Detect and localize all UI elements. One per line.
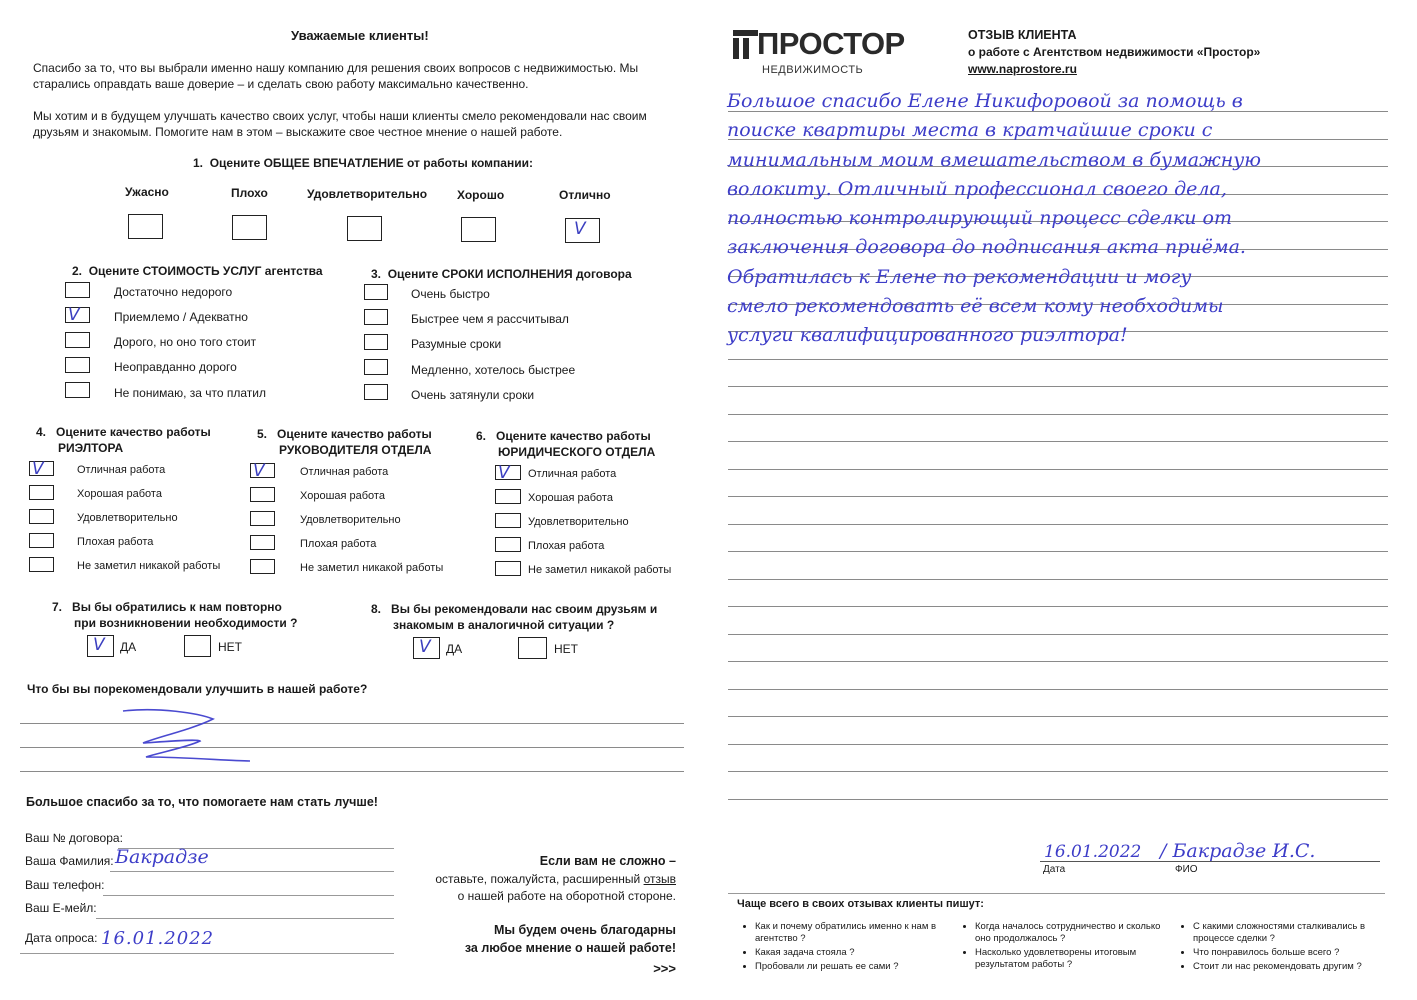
divider: [728, 893, 1385, 894]
q2-checkbox[interactable]: [65, 282, 90, 298]
q4-title: 4. Оцените качество работы РИЭЛТОРА: [36, 425, 211, 455]
q2-checkbox[interactable]: V: [65, 307, 90, 323]
cta-line-3: о нашей работе на оборотной стороне.: [457, 889, 676, 903]
q5-checkbox[interactable]: V: [250, 463, 275, 478]
contract-label: Ваш № договора:: [25, 831, 123, 845]
q2-checkbox[interactable]: [65, 382, 90, 398]
date-field[interactable]: [20, 953, 394, 954]
q7-yes-checkbox[interactable]: V: [87, 635, 114, 657]
q7-yes-label: ДА: [120, 640, 137, 654]
q8-no-checkbox[interactable]: [518, 637, 547, 659]
cta-line-5: за любое мнение о нашей работе!: [464, 941, 676, 955]
q4-checkbox[interactable]: [29, 557, 54, 572]
fio-value: / Бакрадзе И.С.: [1160, 840, 1316, 862]
q6-checkbox[interactable]: [495, 537, 521, 552]
writing-line: [728, 661, 1388, 662]
review-date-value: 16.01.2022: [1044, 842, 1142, 862]
tip-item: • Что понравилось больше всего ?: [1193, 947, 1393, 959]
q4-option: Плохая работа: [77, 536, 154, 548]
review-title: ОТЗЫВ КЛИЕНТА: [968, 28, 1077, 42]
q5-option: Удовлетворительно: [300, 514, 401, 526]
q3-checkbox[interactable]: [364, 384, 388, 400]
dash-scribble-icon: [118, 705, 258, 767]
q1-checkbox[interactable]: [232, 215, 267, 240]
q1-checkbox[interactable]: [347, 216, 382, 241]
q6-option: Отличная работа: [528, 468, 617, 480]
review-line: минимальным моим вмешательством в бумажную: [727, 148, 1261, 171]
q3-title: 3. Оцените СРОКИ ИСПОЛНЕНИЯ договора: [371, 267, 632, 281]
writing-line: [728, 799, 1388, 800]
tip-item: • Как и почему обратились именно к нам в агентство ?: [755, 921, 955, 945]
q5-checkbox[interactable]: [250, 535, 275, 550]
greeting: Уважаемые клиенты!: [291, 28, 429, 43]
q6-option: Удовлетворительно: [528, 516, 629, 528]
writing-line: [728, 386, 1388, 387]
surname-field[interactable]: [110, 871, 394, 872]
tips-column-3: [1175, 921, 1393, 975]
q7-title: 7. Вы бы обратились к нам повторно при возникновении необходимости ?: [52, 600, 298, 630]
q2-title: 2. Оцените СТОИМОСТЬ УСЛУГ агентства: [72, 264, 323, 278]
q2-checkbox[interactable]: [65, 357, 90, 373]
q6-checkbox[interactable]: [495, 561, 521, 576]
tips-column-2: [957, 921, 1175, 973]
surname-label: Ваша Фамилия:: [25, 854, 114, 868]
surname-value: Бакрадзе: [115, 846, 209, 868]
q6-option: Плохая работа: [528, 540, 605, 552]
date-label: Дата опроса:: [25, 931, 98, 945]
tip-item: • Когда началось сотрудничество и сколько оно продолжалось ?: [975, 921, 1175, 945]
review-text: [727, 87, 1261, 351]
q3-option: Медленно, хотелось быстрее: [411, 363, 576, 377]
q8-yes-label: ДА: [446, 642, 463, 656]
review-line: заключения договора до подписания акта приёма.: [727, 236, 1246, 259]
q1-checkbox[interactable]: [461, 217, 496, 242]
q5-option: Не заметил никакой работы: [300, 562, 444, 574]
q7-no-label: НЕТ: [218, 640, 242, 654]
writing-line: [728, 496, 1388, 497]
next-page-arrows: >>>: [653, 961, 676, 976]
review-line: поиске квартиры места в кратчайшие сроки с: [727, 119, 1213, 142]
tips-title: Чаще всего в своих отзывах клиенты пишут:: [737, 898, 984, 910]
q3-option: Очень затянули сроки: [411, 388, 535, 402]
q4-checkbox[interactable]: [29, 533, 54, 548]
signature-line[interactable]: [1040, 861, 1380, 862]
q2-checkbox[interactable]: [65, 332, 90, 348]
writing-line: [728, 744, 1388, 745]
q6-checkbox[interactable]: [495, 489, 521, 504]
q1-checkbox-excellent[interactable]: V: [565, 218, 600, 243]
q5-checkbox[interactable]: [250, 487, 275, 502]
review-link[interactable]: отзыв: [643, 872, 676, 886]
q8-title: 8. Вы бы рекомендовали нас своим друзьям и знакомым в аналогичной ситуации ?: [371, 602, 658, 632]
date-caption: Дата: [1043, 864, 1066, 875]
tip-item: • Стоит ли нас рекомендовать другим ?: [1193, 961, 1393, 973]
writing-line: [728, 771, 1388, 772]
email-field[interactable]: [96, 918, 394, 919]
q3-option: Очень быстро: [411, 287, 490, 301]
q2-option: Неоправданно дорого: [114, 360, 237, 374]
q3-option: Быстрее чем я рассчитывал: [411, 312, 569, 326]
survey-date-value: 16.01.2022: [101, 928, 215, 949]
q4-checkbox[interactable]: [29, 509, 54, 524]
q5-option: Хорошая работа: [300, 490, 385, 502]
writing-line: [728, 441, 1388, 442]
q1-option-label: Ужасно: [125, 185, 169, 199]
phone-label: Ваш телефон:: [25, 878, 105, 892]
q1-option-label: Отлично: [559, 188, 611, 202]
q3-checkbox[interactable]: [364, 334, 388, 350]
answer-line: [20, 771, 684, 772]
cta-line-2: оставьте, пожалуйста, расширенный отзыв: [435, 872, 676, 886]
q2-option: Приемлемо / Адекватно: [114, 310, 248, 324]
q3-checkbox[interactable]: [364, 359, 388, 375]
review-line: Обратилась к Елене по рекомендации и могу: [727, 265, 1192, 288]
q1-title: 1. Оцените ОБЩЕЕ ВПЕЧАТЛЕНИЕ от работы компании:: [193, 156, 533, 170]
q6-title: 6. Оцените качество работы ЮРИДИЧЕСКОГО ОТДЕЛА: [476, 429, 656, 459]
q6-checkbox[interactable]: [495, 513, 521, 528]
q8-yes-checkbox[interactable]: V: [413, 637, 440, 659]
thanks-heading: Большое спасибо за то, что помогаете нам стать лучше!: [26, 795, 378, 809]
tip-item: • Какая задача стояла ?: [755, 947, 955, 959]
q4-checkbox[interactable]: V: [29, 461, 54, 476]
q1-option-label: Хорошо: [457, 188, 505, 202]
writing-line: [728, 414, 1388, 415]
writing-line: [728, 469, 1388, 470]
q2-option: Достаточно недорого: [114, 285, 233, 299]
q6-option: Не заметил никакой работы: [528, 564, 672, 576]
intro-paragraph-1: Спасибо за то, что вы выбрали именно нашу компанию для решения своих вопросов с недвижимостью. Мы старались оправдать ваше доверие – и сделать свою работу максимально качественно.: [33, 61, 639, 91]
q1-option-label: Плохо: [231, 186, 268, 200]
email-label: Ваш E-мейл:: [25, 901, 97, 915]
q5-checkbox[interactable]: [250, 559, 275, 574]
q2-option: Дорого, но оно того стоит: [114, 335, 257, 349]
q4-option: Не заметил никакой работы: [77, 560, 221, 572]
tip-item: • Насколько удовлетворены итоговым результатом работы ?: [975, 947, 1175, 971]
tips-column-1: [737, 921, 955, 975]
q5-checkbox[interactable]: [250, 511, 275, 526]
writing-line: [728, 689, 1388, 690]
review-line: Большое спасибо Елене Никифоровой за помощь в: [727, 90, 1243, 112]
q8-no-label: НЕТ: [554, 642, 578, 656]
logo-wordmark: ПРОСТОР: [757, 26, 905, 61]
q6-checkbox[interactable]: V: [495, 465, 521, 480]
writing-line: [728, 606, 1388, 607]
writing-line: [728, 359, 1388, 360]
phone-field[interactable]: [103, 895, 394, 896]
cta-line-4: Мы будем очень благодарны: [493, 923, 676, 937]
q6-option: Хорошая работа: [528, 492, 613, 504]
review-line: смело рекомендовать её всем кому необходимы: [727, 295, 1224, 318]
q5-option: Плохая работа: [300, 538, 377, 550]
q4-option: Удовлетворительно: [77, 512, 178, 524]
writing-line: [728, 551, 1388, 552]
writing-line: [728, 579, 1388, 580]
tip-item: • Пробовали ли решать ее сами ?: [755, 961, 955, 973]
writing-line: [728, 524, 1388, 525]
intro-paragraph-2: Мы хотим и в будущем улучшать качество своих услуг, чтобы наши клиенты смело рекомендовали нас своим друзьям и знакомым. Помогите нам в этом – выскажите свое честное мнение о нашей работе.: [33, 109, 647, 139]
logo-subtitle: НЕДВИЖИМОСТЬ: [762, 64, 864, 76]
review-line: полностью контролирующий процесс сделки от: [727, 207, 1232, 230]
review-subtitle: о работе с Агентством недвижимости «Простор»: [968, 45, 1261, 59]
q5-option: Отличная работа: [300, 466, 389, 478]
q1-checkbox[interactable]: [128, 214, 163, 239]
improve-question: Что бы вы порекомендовали улучшить в нашей работе?: [27, 682, 368, 696]
q3-option: Разумные сроки: [411, 337, 502, 351]
fio-caption: ФИО: [1175, 864, 1198, 875]
review-line: волокиту. Отличный профессионал своего дела,: [727, 177, 1227, 200]
writing-line: [728, 634, 1388, 635]
site-link[interactable]: www.naprostore.ru: [968, 62, 1077, 76]
q5-title: 5. Оцените качество работы РУКОВОДИТЕЛЯ ОТДЕЛА: [257, 427, 432, 457]
q4-option: Хорошая работа: [77, 488, 162, 500]
q3-checkbox[interactable]: [364, 284, 388, 300]
q2-option: Не понимаю, за что платил: [114, 386, 267, 400]
q4-option: Отличная работа: [77, 464, 166, 476]
q3-checkbox[interactable]: [364, 309, 388, 325]
q4-checkbox[interactable]: [29, 485, 54, 500]
q7-no-checkbox[interactable]: [184, 635, 211, 657]
q1-option-label: Удовлетворительно: [307, 187, 428, 201]
review-line: услуги квалифицированного риэлтора!: [727, 324, 1128, 347]
writing-line: [728, 716, 1388, 717]
tip-item: • С какими сложностями сталкивались в процессе сделки ?: [1193, 921, 1393, 945]
cta-line-1: Если вам не сложно –: [539, 854, 676, 868]
